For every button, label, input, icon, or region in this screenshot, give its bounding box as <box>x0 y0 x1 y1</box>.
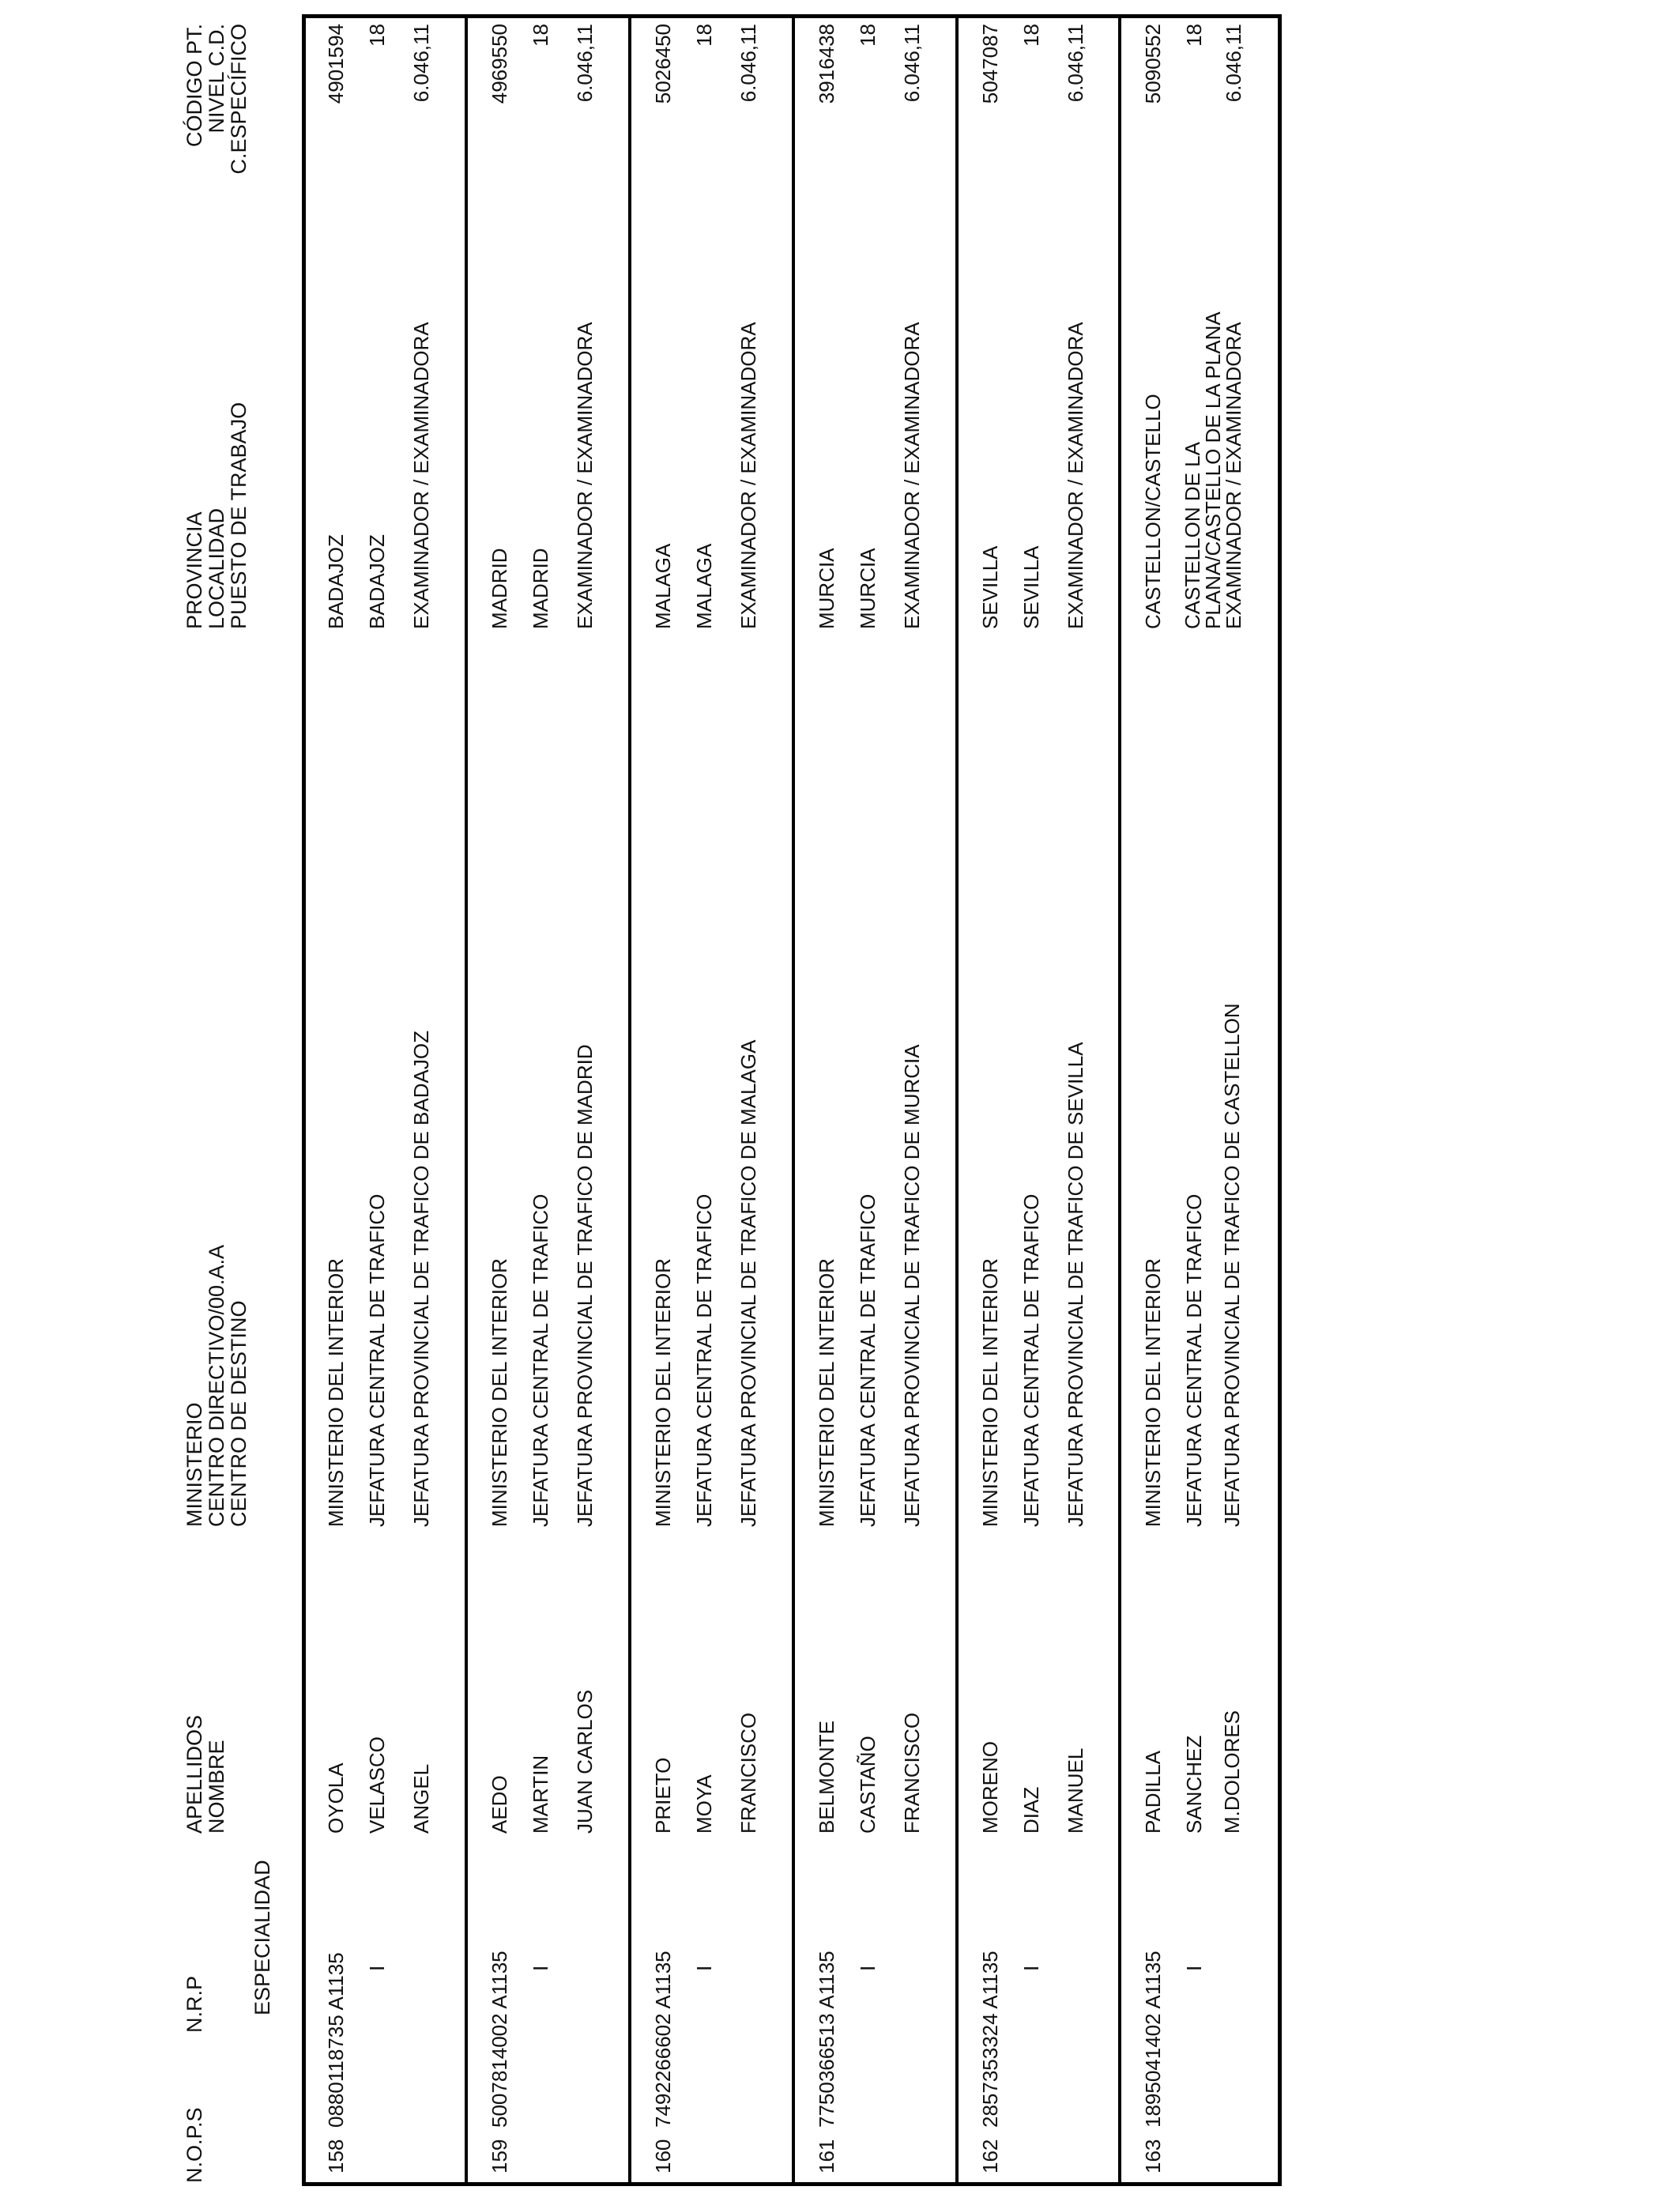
record-centro-destino: JEFATURA PROVINCIAL DE TRAFICO DE MALAGA <box>736 1039 760 1527</box>
record-centro-directivo: JEFATURA CENTRAL DE TRAFICO <box>856 1193 880 1527</box>
record-especialidad: I <box>692 1965 716 1971</box>
record-nrp: 0880118735 A1135 <box>324 1952 348 2128</box>
header-nops: N.O.P.S <box>183 2107 206 2183</box>
record-nrp: 1895041402 A1135 <box>1141 1951 1165 2128</box>
record-nombre: ANGEL <box>409 1763 433 1834</box>
record-centro-directivo: JEFATURA CENTRAL DE TRAFICO <box>365 1193 389 1527</box>
record-nrp: 7750366513 A1135 <box>815 1951 838 2128</box>
record-codigo: 5047087 <box>978 24 1002 104</box>
record-centro-directivo: JEFATURA CENTRAL DE TRAFICO <box>1019 1193 1043 1527</box>
record-apellido2: VELASCO <box>365 1736 389 1834</box>
record-especifico: 6.046,11 <box>1064 24 1087 103</box>
record-centro-directivo: JEFATURA CENTRAL DE TRAFICO <box>529 1193 552 1527</box>
record-nombre: JUAN CARLOS <box>573 1689 597 1834</box>
record-ministerio: MINISTERIO DEL INTERIOR <box>324 1258 348 1527</box>
record-nombre: FRANCISCO <box>736 1712 760 1834</box>
record-especifico: 6.046,11 <box>573 24 597 103</box>
record-apellido2: MOYA <box>692 1774 716 1834</box>
record-especifico: 6.046,11 <box>409 24 433 103</box>
record-apellido1: PADILLA <box>1141 1750 1165 1834</box>
record-provincia: SEVILLA <box>978 545 1002 629</box>
record-nrp: 7492266602 A1135 <box>651 1951 675 2128</box>
record-provincia: MADRID <box>488 548 511 629</box>
record-codigo: 3916438 <box>815 24 838 104</box>
record-nivel: 18 <box>529 24 552 47</box>
header-provincia: PROVINCIA <box>183 511 206 629</box>
record-centro-destino: JEFATURA PROVINCIAL DE TRAFICO DE MADRID <box>573 1044 597 1527</box>
record-provincia: CASTELLON/CASTELLO <box>1141 394 1165 629</box>
record-apellido2: MARTIN <box>529 1755 552 1834</box>
header-nombre: NOMBRE <box>205 1740 228 1834</box>
record-apellido1: AEDO <box>488 1775 511 1834</box>
row-separator <box>955 18 959 2182</box>
record-localidad: BADAJOZ <box>365 534 389 629</box>
record-localidad: MURCIA <box>856 548 880 629</box>
record-puesto: EXAMINADOR / EXAMINADORA <box>573 322 597 629</box>
record-nops: 160 <box>651 2139 675 2173</box>
record-nops: 159 <box>488 2139 511 2173</box>
record-nops: 162 <box>978 2139 1002 2173</box>
header-centro-destino: CENTRO DE DESTINO <box>227 1300 250 1527</box>
record-provincia: BADAJOZ <box>324 534 348 629</box>
record-nivel: 18 <box>1019 24 1043 47</box>
record-especifico: 6.046,11 <box>900 24 924 103</box>
record-codigo: 4901594 <box>324 24 348 104</box>
record-ministerio: MINISTERIO DEL INTERIOR <box>1141 1258 1165 1527</box>
record-ministerio: MINISTERIO DEL INTERIOR <box>488 1258 511 1527</box>
record-especialidad: I <box>1019 1965 1043 1971</box>
header-nivel: NIVEL C.D. <box>205 24 228 134</box>
record-puesto: EXAMINADOR / EXAMINADORA <box>1222 322 1245 629</box>
record-especialidad: I <box>1182 1965 1206 1971</box>
record-centro-destino: JEFATURA PROVINCIAL DE TRAFICO DE SEVILLA <box>1064 1042 1087 1527</box>
record-apellido1: PRIETO <box>651 1757 675 1834</box>
record-ministerio: MINISTERIO DEL INTERIOR <box>651 1258 675 1527</box>
record-nombre: FRANCISCO <box>900 1712 924 1834</box>
record-apellido1: MORENO <box>978 1741 1002 1834</box>
record-especialidad: I <box>856 1965 880 1971</box>
records-table <box>302 14 1282 2186</box>
record-especifico: 6.046,11 <box>736 24 760 103</box>
header-apellidos: APELLIDOS <box>183 1714 206 1834</box>
record-localidad: SEVILLA <box>1019 545 1043 629</box>
record-centro-destino: JEFATURA PROVINCIAL DE TRAFICO DE MURCIA <box>900 1044 924 1527</box>
header-centro-directivo: CENTRO DIRECTIVO/00.A.A <box>205 1244 228 1527</box>
row-separator <box>792 18 795 2182</box>
record-centro-destino: JEFATURA PROVINCIAL DE TRAFICO DE CASTELLON <box>1220 1003 1244 1527</box>
record-nrp: 2857353324 A1135 <box>978 1951 1002 2128</box>
record-nivel: 18 <box>692 24 716 47</box>
header-ministerio: MINISTERIO <box>183 1402 206 1527</box>
record-apellido2: CASTAÑO <box>856 1736 880 1834</box>
record-codigo: 4969550 <box>488 24 511 104</box>
record-apellido2: SANCHEZ <box>1182 1735 1206 1834</box>
record-puesto: EXAMINADOR / EXAMINADORA <box>900 322 924 629</box>
row-separator <box>628 18 631 2182</box>
header-especifico: C.ESPECÍFICO <box>227 24 250 175</box>
record-nivel: 18 <box>1182 24 1206 47</box>
record-nrp: 5007814002 A1135 <box>488 1951 511 2128</box>
row-separator <box>465 18 468 2182</box>
record-apellido1: BELMONTE <box>815 1720 838 1834</box>
header-puesto: PUESTO DE TRABAJO <box>227 401 250 629</box>
record-especialidad: I <box>365 1965 389 1971</box>
record-provincia: MURCIA <box>815 548 838 629</box>
record-nivel: 18 <box>856 24 880 47</box>
header-codigo: CÓDIGO PT. <box>183 24 206 148</box>
record-nombre: M.DOLORES <box>1220 1710 1244 1834</box>
record-centro-destino: JEFATURA PROVINCIAL DE TRAFICO DE BADAJOZ <box>409 1031 433 1527</box>
record-centro-directivo: JEFATURA CENTRAL DE TRAFICO <box>692 1193 716 1527</box>
record-apellido1: OYOLA <box>324 1762 348 1834</box>
record-ministerio: MINISTERIO DEL INTERIOR <box>815 1258 838 1527</box>
record-especifico: 6.046,11 <box>1222 24 1245 103</box>
header-localidad: LOCALIDAD <box>205 507 228 629</box>
record-nivel: 18 <box>365 24 389 47</box>
record-apellido2: DIAZ <box>1019 1786 1043 1834</box>
record-localidad: MADRID <box>529 548 552 629</box>
record-codigo: 5026450 <box>651 24 675 104</box>
record-nops: 158 <box>324 2139 348 2173</box>
record-localidad-line2: PLANA/CASTELLO DE LA PLANA <box>1201 311 1225 629</box>
record-ministerio: MINISTERIO DEL INTERIOR <box>978 1258 1002 1527</box>
record-especialidad: I <box>529 1965 552 1971</box>
record-localidad: MALAGA <box>692 543 716 629</box>
row-separator <box>1118 18 1121 2182</box>
record-puesto: EXAMINADOR / EXAMINADORA <box>409 322 433 629</box>
record-puesto: EXAMINADOR / EXAMINADORA <box>736 322 760 629</box>
record-nops: 163 <box>1141 2139 1165 2173</box>
header-especialidad: ESPECIALIDAD <box>250 1860 274 2015</box>
record-codigo: 5090552 <box>1141 24 1165 104</box>
header-nrp: N.R.P <box>183 1975 206 2033</box>
record-centro-directivo: JEFATURA CENTRAL DE TRAFICO <box>1182 1193 1206 1527</box>
record-puesto: EXAMINADOR / EXAMINADORA <box>1064 322 1087 629</box>
record-localidad-line1: CASTELLON DE LA <box>1181 442 1204 629</box>
record-nombre: MANUEL <box>1064 1747 1087 1834</box>
record-nops: 161 <box>815 2139 838 2173</box>
record-provincia: MALAGA <box>651 543 675 629</box>
